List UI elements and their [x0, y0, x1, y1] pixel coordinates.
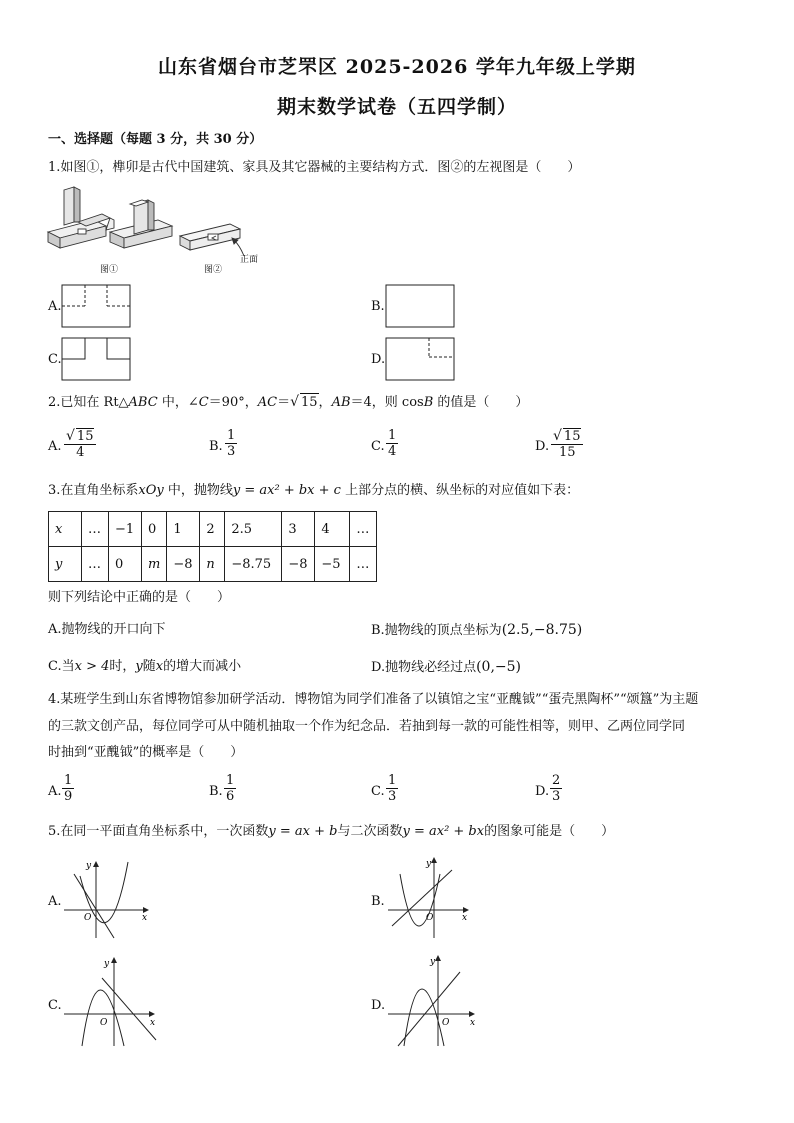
q4-option-a-label: A. [48, 784, 62, 799]
q4-option-c-value: $\frac{1}{3}$ [388, 773, 397, 804]
x-axis-label: x [470, 1018, 476, 1028]
q4-option-c-label: C. [371, 784, 385, 799]
q4-option-d-label: D. [535, 784, 550, 799]
table-cell: … [350, 512, 377, 547]
title-line-2: 期末数学试卷（五四学制） [276, 96, 517, 118]
table-cell: −8.75 [225, 547, 282, 582]
origin-label: O [100, 1018, 108, 1028]
q3-option-b: B.抛物线的顶点坐标为(2.5,−8.75) [371, 622, 583, 638]
q5-option-a-graph [62, 856, 158, 942]
q3-option-d: D.抛物线必经过点(0,−5) [371, 659, 522, 675]
q1-option-a-label: A. [48, 299, 62, 314]
table-cell: x [49, 512, 82, 547]
q2-option-d-value: $\frac{√ 15}{15}$ [551, 428, 583, 460]
q4-option-b-label: B. [209, 784, 223, 799]
table-row-x [49, 512, 377, 547]
q5-option-b-label: B. [371, 894, 385, 909]
q4-option-a-value: $\frac{1}{9}$ [64, 773, 73, 804]
table-cell: … [82, 547, 109, 582]
x-axis-label: x [150, 1018, 156, 1028]
q1-option-a-view [61, 284, 131, 328]
q2-option-d-label: D. [535, 439, 550, 454]
q5-option-d-graph [386, 952, 486, 1050]
q4-option-b-value: $\frac{1}{6}$ [226, 773, 235, 804]
q2-option-b-label: B. [209, 439, 223, 454]
q1-option-d-view [385, 337, 455, 381]
q3-question: 则下列结论中正确的是（ ） [48, 590, 231, 605]
q3-value-table [48, 511, 377, 582]
origin-label: O [84, 913, 92, 923]
x-axis-label: x [142, 913, 148, 923]
q2-option-c-value: $\frac{1}{4}$ [388, 428, 397, 459]
q3-stem: 3.在直角坐标系xOy 中，抛物线y = ax² + bx + c 上部分点的横、纵坐标的对应值如下表： [48, 483, 580, 498]
q4-line-3: 时抽到“亚醜钺”的概率是（ ） [48, 745, 244, 760]
q5-option-b-graph [386, 854, 482, 942]
q2-stem: 2.已知在 Rt△ABC 中，∠C＝90°，AC＝√ 15，AB＝4，则 cosB 的值是（ ） [48, 394, 529, 410]
table-cell: 4 [315, 512, 350, 547]
title-line-1: 山东省烟台市芝罘区 2025-2026 学年九年级上学期 [158, 56, 636, 78]
table-cell: 0 [109, 547, 142, 582]
section-heading: 一、选择题（每题 3 分，共 30 分） [48, 132, 263, 147]
q4-line-2: 的三款文创产品，每位同学可从中随机抽取一个作为纪念品．若抽到每一款的可能性相等，则甲、乙两位同学同 [48, 719, 686, 734]
y-axis-label: y [430, 957, 436, 967]
q1-option-c-view [61, 337, 131, 381]
table-cell: n [200, 547, 225, 582]
table-cell: … [350, 547, 377, 582]
table-row-y [49, 547, 377, 582]
q2-option-b-value: $\frac{1}{3}$ [227, 428, 236, 459]
figure-1-label: 图① [100, 265, 119, 275]
q4-line-1: 4.某班学生到山东省博物馆参加研学活动．博物馆为同学们准备了以镇馆之宝“亚醜钺”“蛋壳黑陶杯”“颂簋”为主题 [48, 692, 699, 707]
table-cell: −5 [315, 547, 350, 582]
table-cell: −8 [167, 547, 200, 582]
front-arrow-icon [232, 238, 244, 256]
q2-option-a-value: $\frac{√ 15}{4}$ [64, 428, 96, 460]
q3-option-a: A.抛物线的开口向下 [48, 622, 166, 637]
origin-label: O [426, 913, 434, 923]
figure-1b-mortise-tenon [110, 200, 172, 248]
x-axis-label: x [462, 913, 468, 923]
q1-stem: 1.如图①，榫卯是古代中国建筑、家具及其它器械的主要结构方式．图②的左视图是（ ） [48, 160, 581, 175]
q2-option-a-label: A. [48, 439, 62, 454]
table-cell: 0 [142, 512, 167, 547]
table-cell: … [82, 512, 109, 547]
q1-figures [44, 182, 284, 278]
q4-option-d-value: $\frac{2}{3}$ [552, 773, 561, 804]
table-cell: 2 [200, 512, 225, 547]
figure-2-block [180, 224, 240, 250]
front-label: 正面 [240, 255, 259, 265]
figure-1-mortise-tenon [48, 187, 114, 248]
q3-option-c: C.当x > 4时，y随x的增大而减小 [48, 659, 242, 674]
q1-option-c-label: C. [48, 352, 62, 367]
table-cell: 2.5 [225, 512, 282, 547]
origin-label: O [442, 1018, 450, 1028]
q1-option-d-label: D. [371, 352, 386, 367]
table-cell: y [49, 547, 82, 582]
table-cell: m [142, 547, 167, 582]
q5-option-c-graph [62, 954, 166, 1050]
table-cell: −1 [109, 512, 142, 547]
q2-option-c-label: C. [371, 439, 385, 454]
q1-option-b-label: B. [371, 299, 385, 314]
table-cell: −8 [282, 547, 315, 582]
q5-option-d-label: D. [371, 998, 386, 1013]
q5-stem: 5.在同一平面直角坐标系中，一次函数y = ax + b与二次函数y = ax² + bx的图象可能是（ ） [48, 824, 615, 839]
y-axis-label: y [104, 959, 110, 969]
figure-2-label: 图② [204, 265, 223, 275]
table-cell: 1 [167, 512, 200, 547]
q1-option-b-view [385, 284, 455, 328]
y-axis-label: y [86, 861, 92, 871]
q5-option-a-label: A. [48, 894, 62, 909]
y-axis-label: y [426, 859, 432, 869]
q5-option-c-label: C. [48, 998, 62, 1013]
table-cell: 3 [282, 512, 315, 547]
